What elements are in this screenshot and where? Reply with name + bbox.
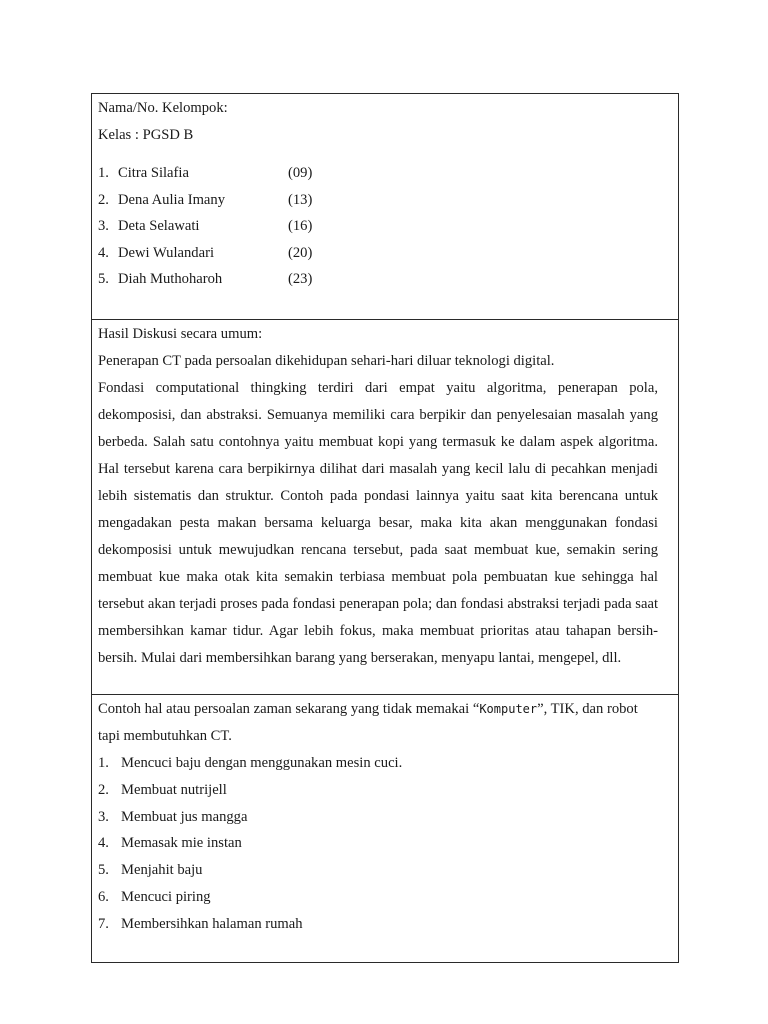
- examples-intro-before: Contoh hal atau persoalan zaman sekarang yang tidak memakai “: [98, 701, 480, 717]
- list-item-number: 4.: [98, 835, 109, 852]
- list-item-number: 2.: [98, 781, 109, 798]
- member-name: Diah Muthoharoh: [118, 271, 223, 288]
- member-number: 3.: [98, 218, 109, 235]
- group-label: Nama/No. Kelompok:: [98, 100, 228, 116]
- member-row: [98, 240, 658, 267]
- list-item: [98, 750, 658, 777]
- examples-cell: [92, 695, 678, 962]
- member-row: [98, 187, 658, 214]
- list-item-text: Mencuci piring: [121, 888, 211, 905]
- member-list: [98, 160, 658, 293]
- discussion-heading: Hasil Diskusi secara umum:: [98, 326, 263, 342]
- list-item: [98, 830, 658, 857]
- member-number: 5.: [98, 271, 109, 288]
- list-item-text: Menjahit baju: [121, 862, 203, 879]
- member-code: (16): [288, 218, 313, 235]
- list-item: [98, 804, 658, 831]
- member-code: (20): [288, 244, 313, 261]
- member-number: 4.: [98, 244, 109, 261]
- list-item: [98, 911, 658, 938]
- list-item: [98, 777, 658, 804]
- list-item-text: Membersihkan halaman rumah: [121, 915, 303, 932]
- discussion-cell: [92, 320, 678, 695]
- discussion-subheading: Penerapan CT pada persoalan dikehidupan sehari-hari diluar teknologi digital.: [98, 353, 555, 369]
- list-item-number: 1.: [98, 755, 109, 771]
- list-item-number: 7.: [98, 915, 109, 932]
- examples-intro-word: Komputer: [479, 702, 538, 716]
- list-item-number: 5.: [98, 862, 109, 879]
- member-name: Dewi Wulandari: [118, 244, 214, 261]
- member-row: [98, 266, 658, 293]
- member-name: Deta Selawati: [118, 218, 200, 235]
- list-item: [98, 857, 658, 884]
- examples-intro-after: ”, TIK, dan robot: [537, 701, 638, 717]
- group-info-cell: [92, 94, 678, 320]
- member-row: [98, 160, 658, 187]
- member-code: (09): [288, 165, 313, 181]
- member-name: Dena Aulia Imany: [118, 191, 225, 208]
- examples-intro: [98, 696, 658, 723]
- list-item-number: 6.: [98, 888, 109, 905]
- member-row: [98, 213, 658, 240]
- class-label: Kelas : PGSD B: [98, 127, 194, 143]
- member-number: 1.: [98, 165, 109, 181]
- list-item-text: Memasak mie instan: [121, 835, 242, 852]
- list-item-text: Mencuci baju dengan menggunakan mesin cuci.: [121, 755, 403, 771]
- list-item-text: Membuat nutrijell: [121, 781, 227, 798]
- member-code: (23): [288, 271, 313, 288]
- document-table: [91, 93, 679, 963]
- member-name: Citra Silafia: [118, 165, 189, 181]
- member-number: 2.: [98, 191, 109, 208]
- list-item: [98, 884, 658, 911]
- list-item-text: Membuat jus mangga: [121, 808, 248, 825]
- member-code: (13): [288, 191, 313, 208]
- examples-intro-line2: tapi membutuhkan CT.: [98, 728, 232, 744]
- examples-list: [98, 750, 658, 938]
- list-item-number: 3.: [98, 808, 109, 825]
- discussion-body: Fondasi computational thingking terdiri dari empat yaitu algoritma, penerapan pola, dekomposisi, dan abstraksi. Semuanya memiliki cara berpikir dan penyelesaian masalah yang berbeda. Salah satu contohnya yaitu membuat kopi yang termasuk ke dalam aspek algoritma. Hal tersebut karena cara berpikirnya dilihat dari masalah yang kecil lalu di pecahkan menjadi lebih sistematis dan struktur. Contoh pada pondasi lainnya yaitu saat kita berencana untuk mengadakan pesta makan bersama keluarga besar, maka kita akan menggunakan fondasi dekomposisi untuk mewujudkan rencana tersebut, pada saat membuat kue, semakin sering membuat kue maka otak kita semakin terbiasa membuat pola pembuatan kue sehingga hal tersebut akan terjadi proses pada fondasi penerapan pola; dan fondasi abstraksi terjadi pada saat membersihkan kamar tidur. Agar lebih fokus, maka membuat prioritas atau tahapan bersih-bersih. Mulai dari membersihkan barang yang berserakan, menyapu lantai, mengepel, dll.: [98, 380, 658, 666]
